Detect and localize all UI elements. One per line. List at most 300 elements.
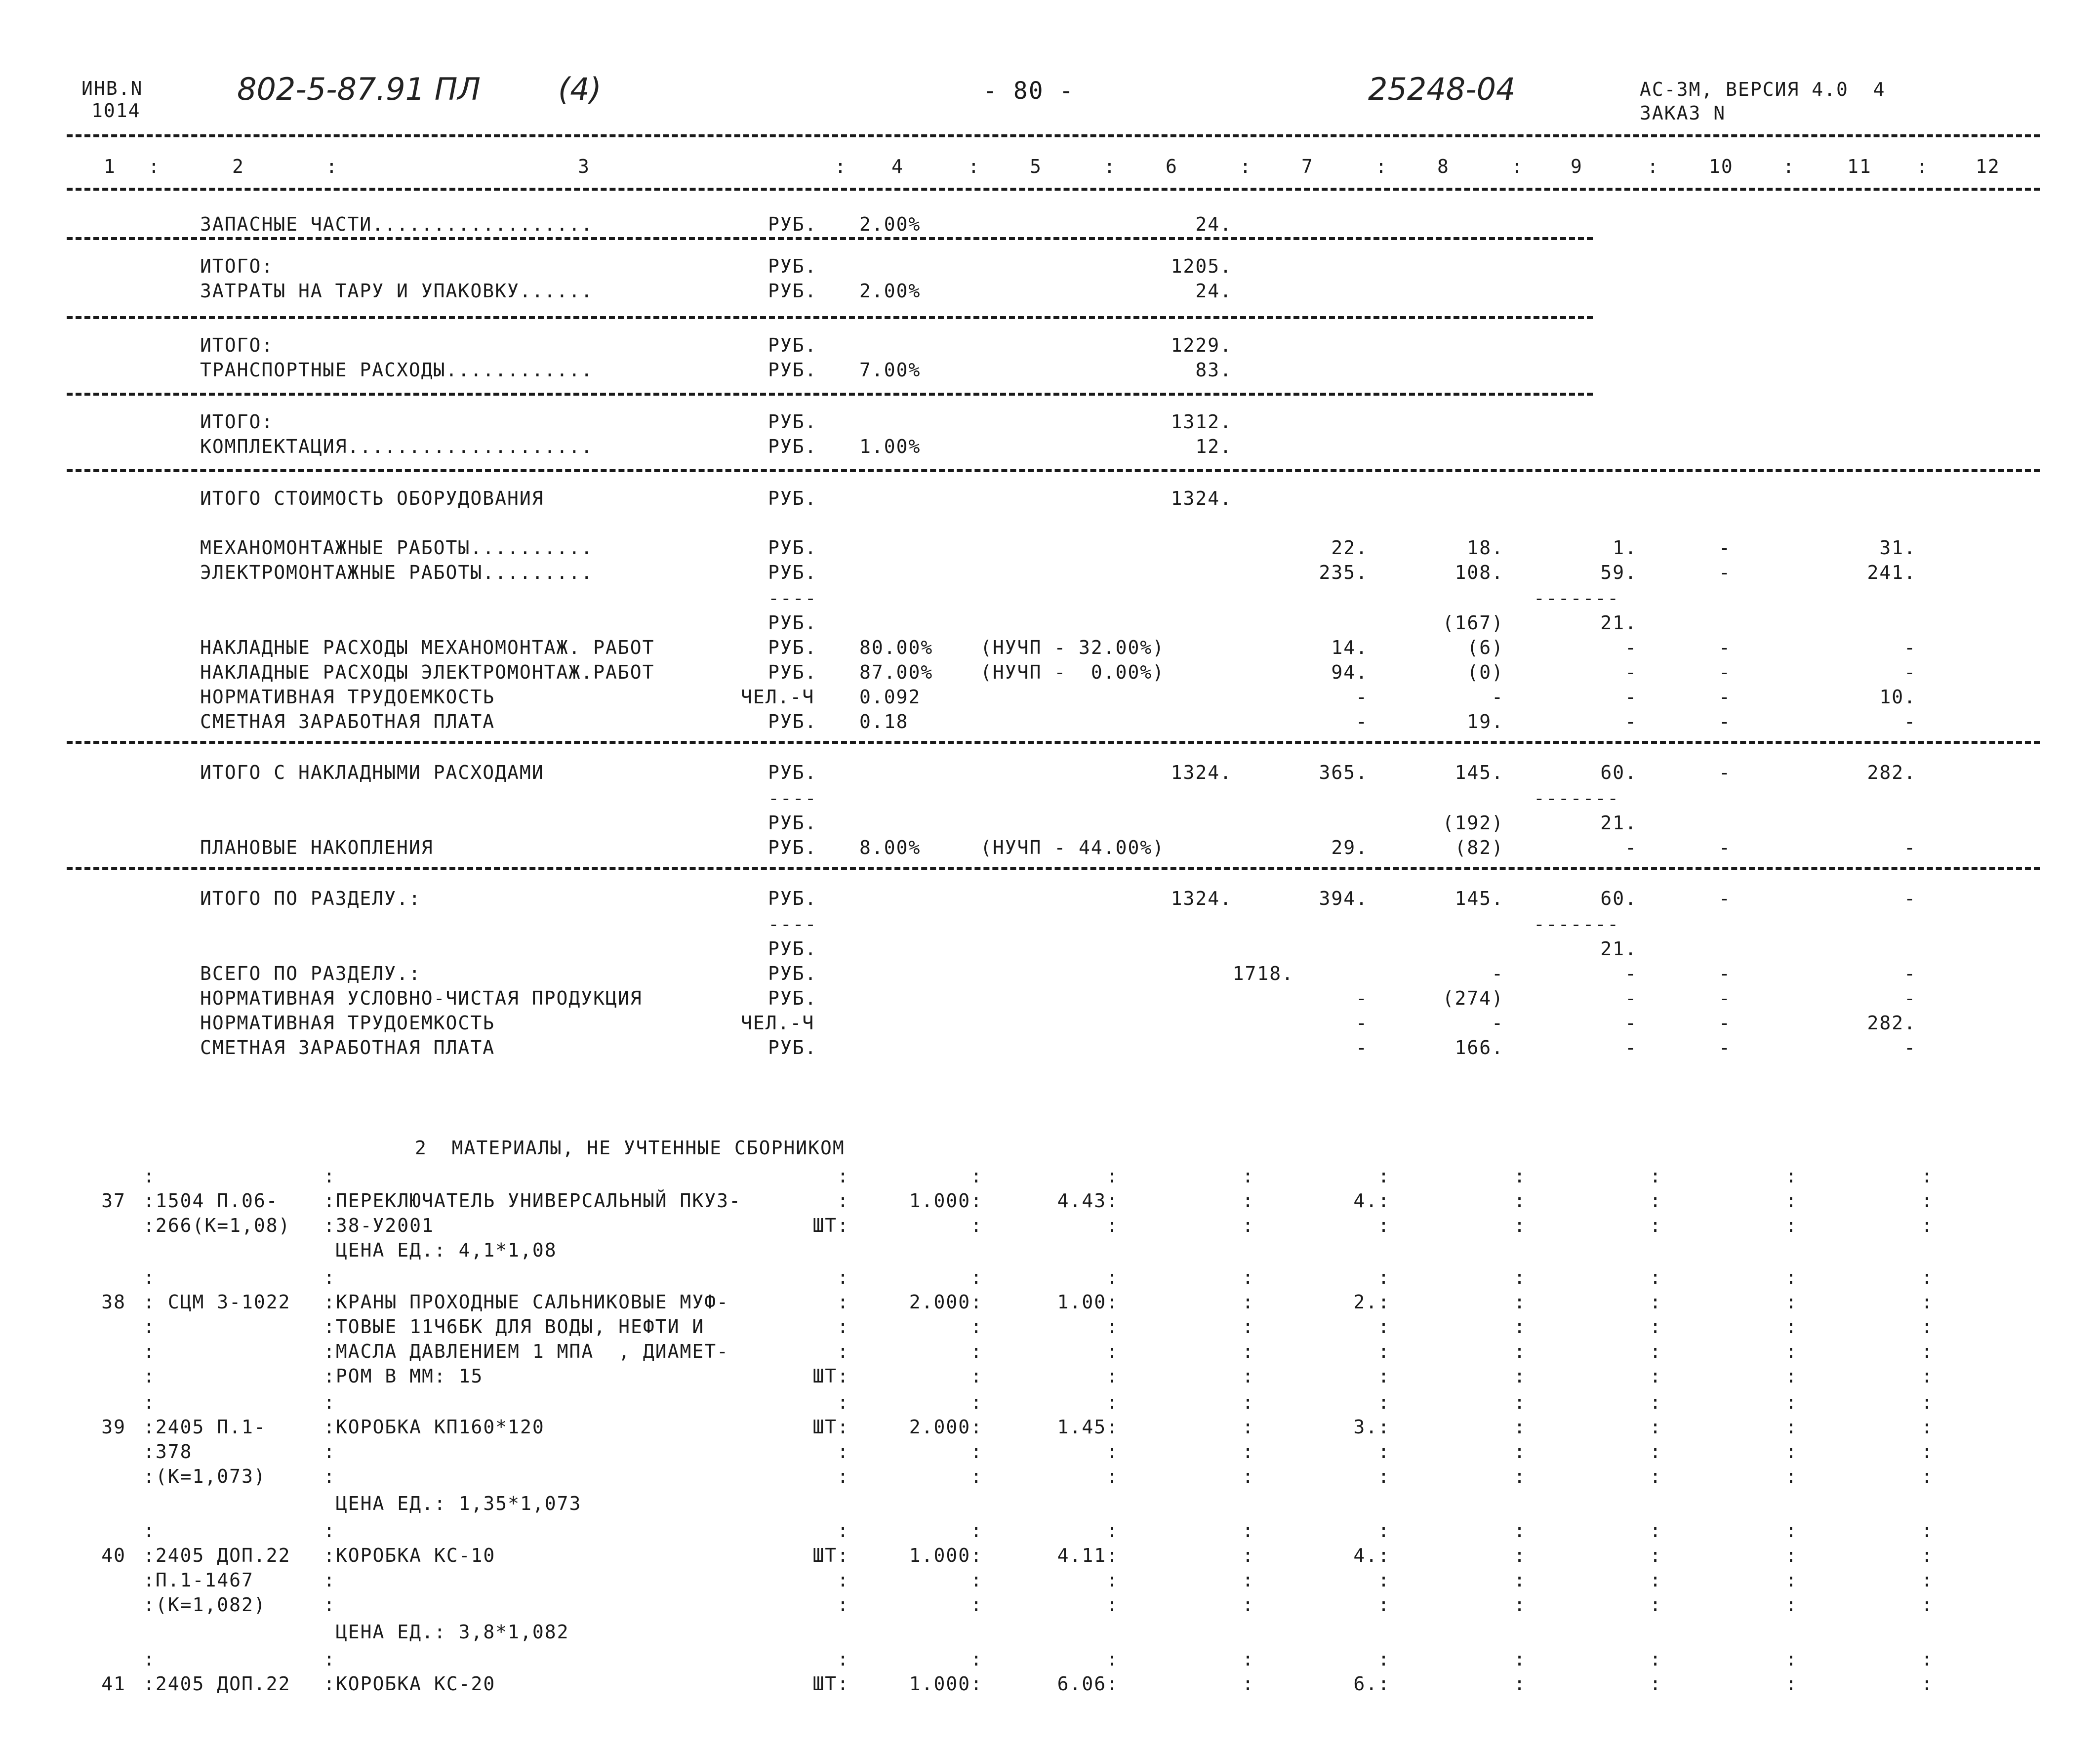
item-cell: : (837, 1266, 849, 1288)
item-cell: : (1106, 1441, 1119, 1463)
item-cell: : (1514, 1215, 1526, 1236)
row-label: НАКЛАДНЫЕ РАСХОДЫ ЭЛЕКТРОМОНТАЖ.РАБОТ (200, 661, 655, 683)
column-separator: : (1916, 156, 1929, 177)
value-cell: - (1356, 711, 1368, 733)
value-cell: 1324. (1171, 488, 1232, 509)
item-cell: : (1242, 1673, 1254, 1695)
item-cell: : (1106, 1391, 1119, 1413)
item-cell: : (837, 1316, 849, 1338)
item-cell: : (1242, 1266, 1254, 1288)
item-description: : (323, 1165, 336, 1187)
header-top-rule (67, 134, 2040, 137)
item-code: : (143, 1648, 156, 1670)
column-header: 10 (1709, 156, 1734, 177)
item-cell: 4.: (1353, 1190, 1390, 1212)
item-code: : (143, 1391, 156, 1413)
row-label: НОРМАТИВНАЯ ТРУДОЕМКОСТЬ (200, 686, 495, 708)
section-rule (67, 237, 1593, 240)
item-cell: : (1514, 1165, 1526, 1187)
item-cell: : (1921, 1215, 1934, 1236)
value-cell: - (1904, 987, 1916, 1009)
order-label: ЗАКАЗ N (1640, 102, 1726, 124)
item-cell: 1.45: (1057, 1416, 1119, 1438)
item-cell: : (1921, 1365, 1934, 1387)
subtotal-rule: ------- (1534, 913, 1620, 935)
item-cell: : (1650, 1465, 1662, 1487)
value-cell: - (1492, 963, 1504, 984)
item-description: ЦЕНА ЕД.: 1,35*1,073 (323, 1493, 582, 1514)
item-cell: : (1650, 1673, 1662, 1695)
value-cell: 21. (1600, 612, 1637, 634)
item-cell: : (1378, 1365, 1390, 1387)
row-label: НОРМАТИВНАЯ ТРУДОЕМКОСТЬ (200, 1012, 495, 1034)
item-cell: : (1921, 1545, 1934, 1566)
value-cell: 1229. (1171, 334, 1232, 356)
item-cell: : (1378, 1341, 1390, 1362)
column-header: 3 (578, 156, 590, 177)
document-number: 25248-04 (1368, 71, 1516, 107)
value-cell: 241. (1867, 562, 1916, 583)
item-cell: 6.06: (1057, 1673, 1119, 1695)
item-cell: : (1785, 1441, 1798, 1463)
item-cell: : (1785, 1416, 1798, 1438)
item-cell: : (837, 1520, 849, 1542)
value-cell: - (1719, 711, 1731, 733)
value-cell: - (1625, 963, 1637, 984)
column-header: 4 (891, 156, 904, 177)
item-code: :2405 ДОП.22 (143, 1673, 291, 1695)
rate-cell: 2.00% (859, 213, 921, 235)
value-cell: - (1625, 637, 1637, 658)
item-cell: : (1242, 1165, 1254, 1187)
column-separator: : (1240, 156, 1252, 177)
item-number: 39 (101, 1416, 126, 1438)
item-cell: : (1106, 1520, 1119, 1542)
item-code: : (143, 1316, 156, 1338)
item-cell: : (970, 1441, 983, 1463)
item-cell: : (1785, 1673, 1798, 1695)
section-rule (67, 867, 2040, 870)
item-cell: : (970, 1648, 983, 1670)
item-cell: : (1242, 1291, 1254, 1313)
item-description: : (323, 1465, 336, 1487)
row-label: НАКЛАДНЫЕ РАСХОДЫ МЕХАНОМОНТАЖ. РАБОТ (200, 637, 655, 658)
column-header: 11 (1847, 156, 1872, 177)
value-cell: - (1904, 963, 1916, 984)
value-cell: 59. (1600, 562, 1637, 583)
item-cell: : (1921, 1520, 1934, 1542)
item-cell: : (1921, 1594, 1934, 1616)
item-cell: : (1785, 1165, 1798, 1187)
row-label: ЗАТРАТЫ НА ТАРУ И УПАКОВКУ...... (200, 280, 594, 302)
value-cell: - (1719, 987, 1731, 1009)
section-rule (67, 393, 1593, 396)
item-cell: : (1378, 1165, 1390, 1187)
item-description: :КОРОБКА КП160*120 (323, 1416, 545, 1438)
row-label: ИТОГО: (200, 334, 274, 356)
item-cell: : (1514, 1365, 1526, 1387)
section-rule (67, 316, 1593, 319)
item-cell: : (1106, 1569, 1119, 1591)
column-separator: : (1647, 156, 1659, 177)
item-cell: : (1921, 1569, 1934, 1591)
item-cell: 2.000: (909, 1416, 983, 1438)
item-cell: 4.43: (1057, 1190, 1119, 1212)
software-version: АС-3М, ВЕРСИЯ 4.0 4 (1640, 79, 1886, 100)
item-cell: 1.000: (909, 1190, 983, 1212)
item-cell: : (1650, 1266, 1662, 1288)
item-cell: : (1514, 1190, 1526, 1212)
item-cell: : (1650, 1520, 1662, 1542)
value-cell: - (1719, 1012, 1731, 1034)
column-header: 1 (104, 156, 116, 177)
unit-cell: РУБ. (768, 213, 817, 235)
value-cell: 1718. (1232, 963, 1294, 984)
item-code: :2405 П.1- (143, 1416, 266, 1438)
item-cell: 2.: (1353, 1291, 1390, 1313)
item-cell: : (1650, 1416, 1662, 1438)
subtotal-rule: ------- (1534, 587, 1620, 609)
value-cell: - (1356, 987, 1368, 1009)
value-cell: - (1904, 711, 1916, 733)
item-code: :266(К=1,08) (143, 1215, 291, 1236)
item-cell: : (1921, 1648, 1934, 1670)
row-label: ИТОГО: (200, 411, 274, 433)
value-cell: 365. (1319, 762, 1368, 783)
unit-cell: ---- (768, 913, 817, 935)
value-cell: 29. (1331, 837, 1368, 858)
item-cell: : (1650, 1341, 1662, 1362)
column-header: 2 (232, 156, 244, 177)
item-cell: : (1242, 1520, 1254, 1542)
item-cell: : (1785, 1648, 1798, 1670)
item-description: :КОРОБКА КС-10 (323, 1545, 496, 1566)
item-number: 37 (101, 1190, 126, 1212)
row-label: КОМПЛЕКТАЦИЯ.................... (200, 436, 594, 457)
column-separator: : (1511, 156, 1524, 177)
rate-cell: 8.00% (859, 837, 921, 858)
value-cell: 10. (1879, 686, 1916, 708)
section2-title: 2 МАТЕРИАЛЫ, НЕ УЧТЕННЫЕ СБОРНИКОМ (415, 1137, 845, 1159)
item-cell: : (1921, 1391, 1934, 1413)
header-bottom-rule (67, 188, 2040, 191)
unit-cell: РУБ. (768, 280, 817, 302)
item-cell: : (1785, 1190, 1798, 1212)
value-cell: 166. (1454, 1037, 1504, 1058)
item-cell: : (970, 1215, 983, 1236)
unit-cell: РУБ. (768, 255, 817, 277)
item-description: :КРАНЫ ПРОХОДНЫЕ САЛЬНИКОВЫЕ МУФ- (323, 1291, 729, 1313)
item-cell: : (1785, 1594, 1798, 1616)
item-cell: : (1378, 1215, 1390, 1236)
item-cell: ШТ: (812, 1545, 849, 1566)
item-cell: : (837, 1391, 849, 1413)
item-cell: ШТ: (812, 1416, 849, 1438)
value-cell: - (1719, 963, 1731, 984)
item-cell: : (1514, 1520, 1526, 1542)
item-cell: : (1242, 1316, 1254, 1338)
row-label: НОРМАТИВНАЯ УСЛОВНО-ЧИСТАЯ ПРОДУКЦИЯ (200, 987, 643, 1009)
item-cell: : (1650, 1545, 1662, 1566)
item-cell: : (1106, 1365, 1119, 1387)
item-cell: : (1785, 1215, 1798, 1236)
row-label: СМЕТНАЯ ЗАРАБОТНАЯ ПЛАТА (200, 1037, 495, 1058)
value-cell: - (1625, 1012, 1637, 1034)
item-cell: : (970, 1316, 983, 1338)
column-separator: : (835, 156, 847, 177)
section-rule (67, 741, 2040, 744)
item-cell: : (1514, 1341, 1526, 1362)
item-cell: : (1785, 1316, 1798, 1338)
value-cell: - (1625, 661, 1637, 683)
value-cell: 21. (1600, 938, 1637, 960)
item-cell: ШТ: (812, 1673, 849, 1695)
section-rule (67, 469, 2040, 472)
unit-cell: ---- (768, 787, 817, 809)
row-label: ИТОГО СТОИМОСТЬ ОБОРУДОВАНИЯ (200, 488, 544, 509)
column-separator: : (148, 156, 161, 177)
value-cell: 24. (1195, 213, 1232, 235)
item-cell: : (970, 1569, 983, 1591)
item-number: 38 (101, 1291, 126, 1313)
item-description: : (323, 1569, 336, 1591)
item-code: :378 (143, 1441, 193, 1463)
row-label: ВСЕГО ПО РАЗДЕЛУ.: (200, 963, 421, 984)
item-cell: : (1242, 1190, 1254, 1212)
unit-cell: РУБ. (768, 938, 817, 960)
unit-cell: РУБ. (768, 711, 817, 733)
item-cell: : (1921, 1341, 1934, 1362)
value-cell: 1324. (1171, 762, 1232, 783)
value-cell: 14. (1331, 637, 1368, 658)
unit-cell: РУБ. (768, 537, 817, 559)
item-cell: 6.: (1353, 1673, 1390, 1695)
item-description: : (323, 1648, 336, 1670)
unit-cell: РУБ. (768, 888, 817, 909)
item-code: :П.1-1467 (143, 1569, 254, 1591)
value-cell: 235. (1319, 562, 1368, 583)
item-cell: : (837, 1569, 849, 1591)
value-cell: - (1625, 686, 1637, 708)
value-cell: 31. (1879, 537, 1916, 559)
value-cell: - (1719, 537, 1731, 559)
item-cell: : (1650, 1594, 1662, 1616)
item-cell: 4.11: (1057, 1545, 1119, 1566)
item-cell: : (1650, 1365, 1662, 1387)
item-cell: : (1785, 1545, 1798, 1566)
item-number: 40 (101, 1545, 126, 1566)
item-cell: : (970, 1266, 983, 1288)
unit-cell: РУБ. (768, 1037, 817, 1058)
unit-cell: РУБ. (768, 436, 817, 457)
item-cell: : (1514, 1569, 1526, 1591)
item-cell: : (1785, 1341, 1798, 1362)
item-cell: 1.000: (909, 1545, 983, 1566)
item-description: : (323, 1391, 336, 1413)
item-cell: : (1378, 1648, 1390, 1670)
item-description: :ТОВЫЕ 11Ч6БК ДЛЯ ВОДЫ, НЕФТИ И (323, 1316, 705, 1338)
value-cell: 1324. (1171, 888, 1232, 909)
item-description: :КОРОБКА КС-20 (323, 1673, 496, 1695)
item-cell: : (837, 1648, 849, 1670)
item-cell: : (1514, 1416, 1526, 1438)
project-code: 802-5-87.91 ПЛ (237, 71, 481, 107)
value-cell: (82) (1454, 837, 1504, 858)
value-cell: 394. (1319, 888, 1368, 909)
value-cell: - (1904, 1037, 1916, 1058)
item-cell: : (1106, 1316, 1119, 1338)
row-label: ПЛАНОВЫЕ НАКОПЛЕНИЯ (200, 837, 434, 858)
item-cell: : (1921, 1673, 1934, 1695)
column-header: 5 (1030, 156, 1042, 177)
item-cell: : (1514, 1545, 1526, 1566)
item-cell: : (1242, 1569, 1254, 1591)
item-code: : СЦМ 3-1022 (143, 1291, 291, 1313)
item-cell: : (1242, 1365, 1254, 1387)
unit-cell: РУБ. (768, 812, 817, 834)
item-cell: : (1650, 1569, 1662, 1591)
value-cell: - (1356, 1037, 1368, 1058)
item-cell: : (1514, 1291, 1526, 1313)
unit-cell: ЧЕЛ.-Ч (741, 1012, 815, 1034)
item-cell: : (837, 1441, 849, 1463)
column-separator: : (1783, 156, 1795, 177)
item-cell: 1.000: (909, 1673, 983, 1695)
item-cell: : (1378, 1520, 1390, 1542)
item-description: :ПЕРЕКЛЮЧАТЕЛЬ УНИВЕРСАЛЬНЫЙ ПКУЗ- (323, 1190, 741, 1212)
item-code: : (143, 1365, 156, 1387)
item-cell: : (1106, 1465, 1119, 1487)
item-cell: : (970, 1391, 983, 1413)
item-code: :1504 П.06- (143, 1190, 279, 1212)
item-cell: : (1650, 1190, 1662, 1212)
column-header: 12 (1976, 156, 2000, 177)
item-cell: ШТ: (812, 1215, 849, 1236)
value-cell: 1. (1613, 537, 1637, 559)
value-cell: (274) (1442, 987, 1504, 1009)
value-cell: 60. (1600, 762, 1637, 783)
rate-cell: 0.092 (859, 686, 921, 708)
item-code: :2405 ДОП.22 (143, 1545, 291, 1566)
column-header: 9 (1571, 156, 1583, 177)
value-cell: (6) (1467, 637, 1504, 658)
item-cell: : (1378, 1316, 1390, 1338)
row-label: ИТОГО: (200, 255, 274, 277)
item-cell: : (970, 1594, 983, 1616)
value-cell: 94. (1331, 661, 1368, 683)
item-cell: : (1921, 1441, 1934, 1463)
item-description: : (323, 1520, 336, 1542)
item-cell: : (1514, 1266, 1526, 1288)
item-code: :(К=1,082) (143, 1594, 266, 1616)
note-cell: (НУЧП - 0.00%) (980, 661, 1165, 683)
value-cell: - (1625, 987, 1637, 1009)
item-number: 41 (101, 1673, 126, 1695)
item-cell: : (1650, 1291, 1662, 1313)
item-cell: : (1514, 1391, 1526, 1413)
value-cell: 18. (1467, 537, 1504, 559)
item-cell: : (1921, 1291, 1934, 1313)
column-header: 7 (1301, 156, 1314, 177)
value-cell: 21. (1600, 812, 1637, 834)
item-cell: : (837, 1291, 849, 1313)
item-cell: 3.: (1353, 1416, 1390, 1438)
value-cell: 145. (1454, 762, 1504, 783)
page-number: - 80 - (983, 77, 1075, 105)
unit-cell: РУБ. (768, 963, 817, 984)
item-cell: : (1106, 1215, 1119, 1236)
item-description: ЦЕНА ЕД.: 4,1*1,08 (323, 1239, 557, 1261)
subtotal-rule: ------- (1534, 787, 1620, 809)
value-cell: - (1719, 686, 1731, 708)
rate-cell: 1.00% (859, 436, 921, 457)
item-cell: : (1514, 1316, 1526, 1338)
item-cell: : (837, 1165, 849, 1187)
value-cell: (167) (1442, 612, 1504, 634)
value-cell: - (1625, 1037, 1637, 1058)
item-cell: : (1106, 1165, 1119, 1187)
value-cell: 60. (1600, 888, 1637, 909)
item-cell: : (1921, 1316, 1934, 1338)
value-cell: 12. (1195, 436, 1232, 457)
value-cell: (192) (1442, 812, 1504, 834)
rate-cell: 87.00% (859, 661, 933, 683)
unit-cell: РУБ. (768, 488, 817, 509)
item-cell: : (1650, 1316, 1662, 1338)
column-separator: : (326, 156, 338, 177)
value-cell: - (1904, 661, 1916, 683)
note-cell: (НУЧП - 32.00%) (980, 637, 1165, 658)
item-cell: : (1785, 1391, 1798, 1413)
item-cell: : (1514, 1648, 1526, 1670)
unit-cell: РУБ. (768, 837, 817, 858)
item-cell: : (1650, 1165, 1662, 1187)
item-cell: : (1785, 1569, 1798, 1591)
item-cell: 4.: (1353, 1545, 1390, 1566)
item-cell: : (1242, 1215, 1254, 1236)
rate-cell: 80.00% (859, 637, 933, 658)
row-label: СМЕТНАЯ ЗАРАБОТНАЯ ПЛАТА (200, 711, 495, 733)
value-cell: - (1719, 661, 1731, 683)
item-cell: : (1242, 1465, 1254, 1487)
column-header: 8 (1437, 156, 1450, 177)
item-cell: : (1921, 1416, 1934, 1438)
unit-cell: РУБ. (768, 411, 817, 433)
item-description: :РОМ В ММ: 15 (323, 1365, 484, 1387)
value-cell: 1312. (1171, 411, 1232, 433)
item-cell: : (1650, 1391, 1662, 1413)
unit-cell: РУБ. (768, 762, 817, 783)
value-cell: - (1625, 837, 1637, 858)
column-separator: : (1104, 156, 1116, 177)
item-description: :38-У2001 (323, 1215, 434, 1236)
column-header: 6 (1166, 156, 1178, 177)
unit-cell: РУБ. (768, 987, 817, 1009)
item-cell: : (1650, 1215, 1662, 1236)
value-cell: - (1904, 888, 1916, 909)
column-separator: : (968, 156, 980, 177)
item-cell: : (1921, 1165, 1934, 1187)
unit-cell: РУБ. (768, 334, 817, 356)
value-cell: 145. (1454, 888, 1504, 909)
value-cell: 24. (1195, 280, 1232, 302)
value-cell: - (1492, 1012, 1504, 1034)
unit-cell: РУБ. (768, 661, 817, 683)
rate-cell: 7.00% (859, 359, 921, 381)
item-cell: : (970, 1520, 983, 1542)
value-cell: - (1719, 762, 1731, 783)
rate-cell: 2.00% (859, 280, 921, 302)
